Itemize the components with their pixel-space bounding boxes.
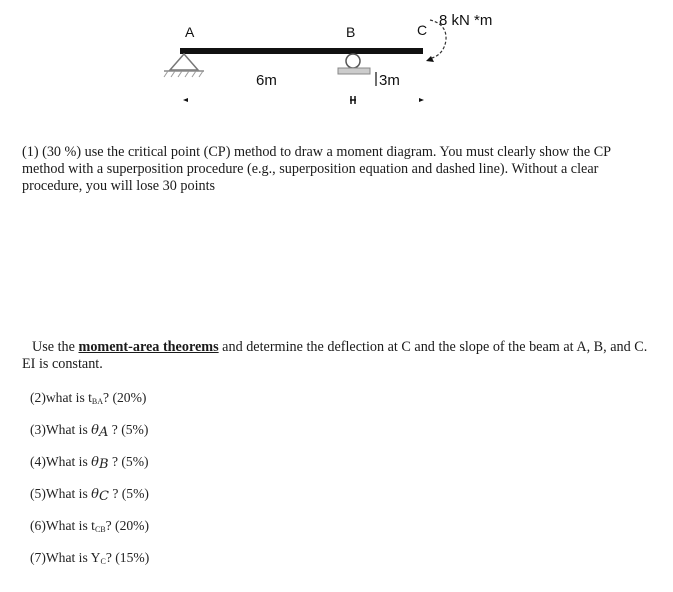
dim-tick-b: [350, 96, 356, 104]
question-7-sub: C: [100, 557, 106, 566]
question-2-sub: BA: [91, 397, 104, 406]
moment-value: 8 kN *m: [439, 12, 493, 29]
beam-diagram-svg: [0, 0, 673, 120]
question-6-suffix: ? (20%): [105, 518, 150, 533]
question-5-suffix: ? (5%): [108, 486, 149, 501]
question-6-sub: CB: [94, 525, 106, 534]
moment-arrowhead: [426, 56, 434, 62]
question-6-prefix: (6)What is t: [30, 518, 95, 533]
intro-emphasis: moment-area theorems: [78, 339, 219, 355]
question-6: [30, 518, 149, 534]
pin-support-a: [170, 54, 198, 70]
dim-arrow-right: [419, 98, 424, 102]
question-7-suffix: ? (15%): [105, 550, 150, 565]
roller-support-b: [346, 54, 360, 68]
question-5-prefix: (5)What is: [30, 486, 92, 501]
theta-symbol: θ: [91, 487, 99, 502]
question-5-sub: C: [98, 489, 109, 504]
question-7-prefix: (7)What is Y: [30, 550, 101, 565]
theta-symbol: θ: [91, 455, 99, 470]
question-2: [30, 390, 146, 406]
question-3-prefix: (3)What is: [30, 422, 92, 437]
roller-base-b: [338, 68, 370, 74]
question-4-sub: B: [98, 457, 109, 472]
dim-arrow-left: [183, 98, 188, 102]
beam: [180, 48, 423, 54]
label-point-c: C: [417, 22, 428, 38]
label-point-a: A: [185, 24, 195, 40]
label-point-b: B: [346, 24, 356, 40]
question-4-prefix: (4)What is: [30, 454, 92, 469]
moment-label: [439, 12, 492, 29]
span-bc-label: 3m: [379, 72, 400, 89]
question-3-suffix: ? (5%): [108, 422, 149, 437]
question-4-suffix: ? (5%): [108, 454, 149, 469]
problem-1-text: (1) (30 %) use the critical point (CP) method to draw a moment diagram. You must clearly show the CP method with a superposition procedure (e.g., superposition equation and dashed line). Without a clear procedure, you will lose 30 points: [22, 144, 611, 194]
intro-before: Use the: [32, 339, 79, 355]
intro-paragraph: [22, 339, 657, 373]
beam-diagram: [0, 0, 673, 120]
question-2-suffix: ? (20%): [103, 390, 147, 405]
ground-hatch-a: [164, 71, 203, 77]
question-4: [30, 454, 149, 472]
question-5: [30, 486, 149, 504]
span-ab-label: 6m: [256, 72, 277, 89]
question-7: [30, 550, 149, 566]
question-2-prefix: (2)what is t: [30, 390, 92, 405]
question-3-sub: A: [98, 425, 109, 440]
theta-symbol: θ: [91, 423, 99, 438]
question-3: [30, 422, 148, 440]
intro-after: and determine the deflection at C and the slope of the beam at A, B, and C. EI is constant.: [22, 339, 648, 372]
